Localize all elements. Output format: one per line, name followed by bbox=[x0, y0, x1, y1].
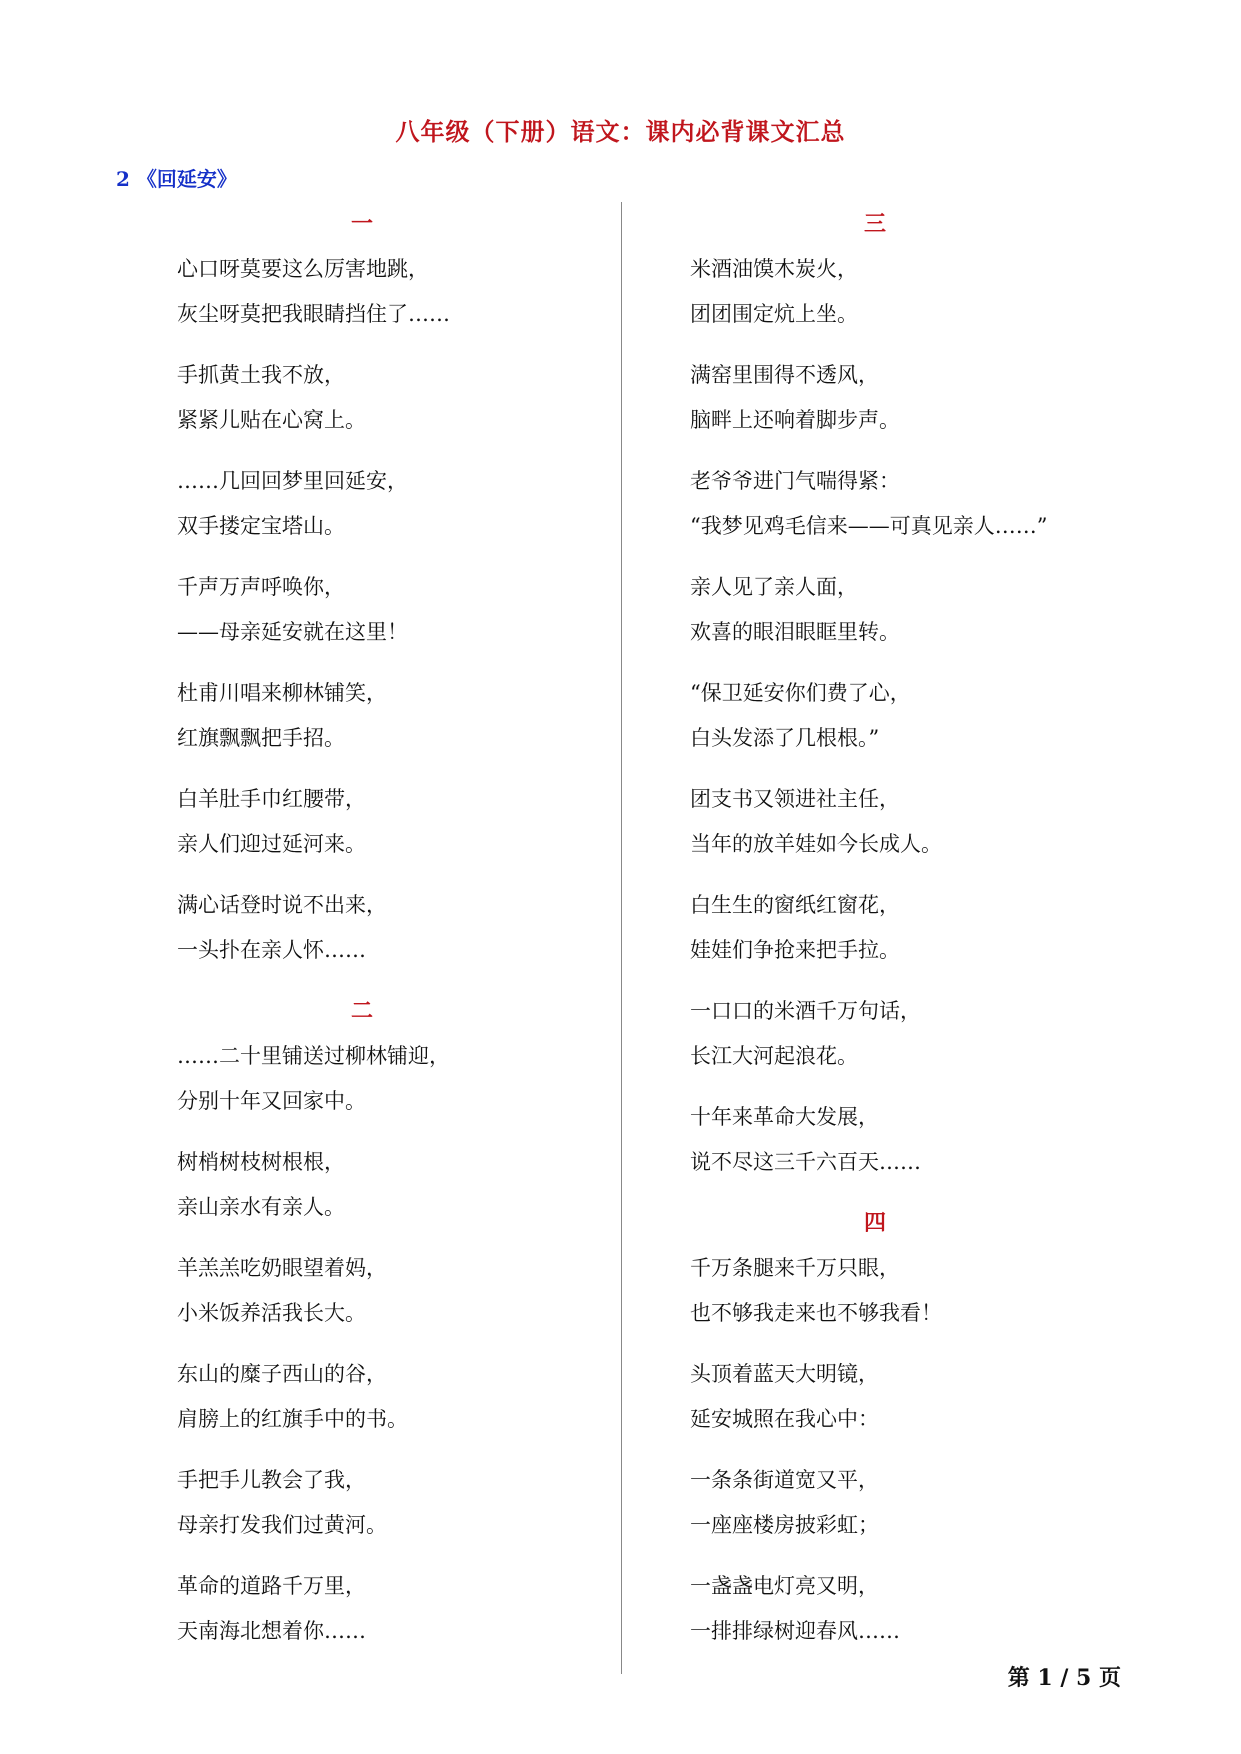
stanza bbox=[690, 777, 1130, 867]
stanza bbox=[690, 565, 1130, 655]
poem-line: 天南海北想着你…… bbox=[177, 1619, 366, 1643]
poem-line: 一条条街道宽又平， bbox=[690, 1468, 879, 1492]
stanza bbox=[177, 777, 597, 867]
poem-line: 头顶着蓝天大明镜， bbox=[690, 1362, 879, 1386]
stanza bbox=[690, 1458, 1130, 1548]
poem-line: ……几回回梦里回延安， bbox=[177, 469, 408, 493]
stanza bbox=[690, 247, 1130, 337]
stanza bbox=[177, 1140, 597, 1230]
poem-line: 红旗飘飘把手招。 bbox=[177, 726, 345, 750]
poem-line: 革命的道路千万里， bbox=[177, 1574, 366, 1598]
poem-line: 手把手儿教会了我， bbox=[177, 1468, 366, 1492]
poem-line: 东山的糜子西山的谷， bbox=[177, 1362, 387, 1386]
poem-line: 千声万声呼唤你， bbox=[177, 575, 345, 599]
poem-line: 团团围定炕上坐。 bbox=[690, 302, 858, 326]
poem-line: 当年的放羊娃如今长成人。 bbox=[690, 832, 942, 856]
poem-line: ……二十里铺送过柳林铺迎， bbox=[177, 1044, 450, 1068]
stanza bbox=[177, 1352, 597, 1442]
poem-line: 十年来革命大发展， bbox=[690, 1105, 879, 1129]
stanza bbox=[690, 989, 1130, 1079]
section-heading: 二 bbox=[350, 998, 373, 1024]
poem-line: 心口呀莫要这么厉害地跳， bbox=[177, 257, 429, 281]
stanza bbox=[690, 1095, 1130, 1185]
poem-line: 羊羔羔吃奶眼望着妈， bbox=[177, 1256, 387, 1280]
document-title: 八年级（下册）语文：课内必背课文汇总 bbox=[395, 117, 846, 146]
poem-line: 树梢树枝树根根， bbox=[177, 1150, 345, 1174]
stanza bbox=[177, 671, 597, 761]
poem-line: 一排排绿树迎春风…… bbox=[690, 1619, 900, 1643]
poem-line: 米酒油馍木炭火， bbox=[690, 257, 858, 281]
poem-line: 亲山亲水有亲人。 bbox=[177, 1195, 345, 1219]
poem-line: 双手搂定宝塔山。 bbox=[177, 514, 345, 538]
section-heading: 四 bbox=[863, 1210, 886, 1236]
poem-line: 长江大河起浪花。 bbox=[690, 1044, 858, 1068]
poem-line: 延安城照在我心中： bbox=[690, 1407, 879, 1431]
stanza bbox=[690, 1352, 1130, 1442]
stanza bbox=[177, 1034, 597, 1124]
stanza bbox=[177, 565, 597, 655]
poem-line: 小米饭养活我长大。 bbox=[177, 1301, 366, 1325]
right-column bbox=[690, 202, 1130, 1670]
poem-line: 一盏盏电灯亮又明， bbox=[690, 1574, 879, 1598]
poem-line: 一头扑在亲人怀…… bbox=[177, 938, 366, 962]
poem-line: 白羊肚手巾红腰带， bbox=[177, 787, 366, 811]
stanza bbox=[177, 1246, 597, 1336]
section-heading: 三 bbox=[863, 211, 886, 237]
page-number: 第 1 / 5 页 bbox=[1007, 1665, 1121, 1691]
poem-line: ——母亲延安就在这里！ bbox=[177, 620, 408, 644]
poem-line: 分别十年又回家中。 bbox=[177, 1089, 366, 1113]
stanza bbox=[177, 353, 597, 443]
stanza bbox=[690, 1246, 1130, 1336]
poem-line: “保卫延安你们费了心， bbox=[690, 681, 911, 705]
poem-line: 老爷爷进门气喘得紧： bbox=[690, 469, 900, 493]
stanza bbox=[690, 1564, 1130, 1654]
stanza bbox=[690, 671, 1130, 761]
poem-line: 亲人们迎过延河来。 bbox=[177, 832, 366, 856]
stanza bbox=[177, 1564, 597, 1654]
poem-line: 母亲打发我们过黄河。 bbox=[177, 1513, 387, 1537]
poem-line: 杜甫川唱来柳林铺笑， bbox=[177, 681, 387, 705]
poem-line: 脑畔上还响着脚步声。 bbox=[690, 408, 900, 432]
poem-line: 一座座楼房披彩虹； bbox=[690, 1513, 879, 1537]
stanza bbox=[690, 353, 1130, 443]
poem-line: 亲人见了亲人面， bbox=[690, 575, 858, 599]
poem-line: 肩膀上的红旗手中的书。 bbox=[177, 1407, 408, 1431]
section-heading: 一 bbox=[350, 211, 373, 237]
poem-line: 白头发添了几根根。” bbox=[690, 726, 880, 750]
poem-line: 白生生的窗纸红窗花， bbox=[690, 893, 900, 917]
poem-line: 满窑里围得不透风， bbox=[690, 363, 879, 387]
stanza bbox=[177, 1458, 597, 1548]
poem-line: 娃娃们争抢来把手拉。 bbox=[690, 938, 900, 962]
poem-line: 满心话登时说不出来， bbox=[177, 893, 387, 917]
column-divider bbox=[621, 202, 622, 1674]
stanza bbox=[690, 883, 1130, 973]
poem-line: 手抓黄土我不放， bbox=[177, 363, 345, 387]
stanza bbox=[177, 247, 597, 337]
stanza bbox=[177, 883, 597, 973]
poem-line: 灰尘呀莫把我眼睛挡住了…… bbox=[177, 302, 450, 326]
poem-title: 2 《回延安》 bbox=[116, 167, 237, 191]
poem-line: “我梦见鸡毛信来——可真见亲人……” bbox=[690, 514, 1048, 538]
stanza bbox=[690, 459, 1130, 549]
poem-line: 欢喜的眼泪眼眶里转。 bbox=[690, 620, 900, 644]
poem-line: 说不尽这三千六百天…… bbox=[690, 1150, 921, 1174]
poem-line: 一口口的米酒千万句话， bbox=[690, 999, 921, 1023]
poem-line: 紧紧儿贴在心窝上。 bbox=[177, 408, 366, 432]
poem-line: 团支书又领进社主任， bbox=[690, 787, 900, 811]
stanza bbox=[177, 459, 597, 549]
poem-line: 千万条腿来千万只眼， bbox=[690, 1256, 900, 1280]
left-column bbox=[177, 202, 597, 1670]
poem-line: 也不够我走来也不够我看！ bbox=[690, 1301, 942, 1325]
